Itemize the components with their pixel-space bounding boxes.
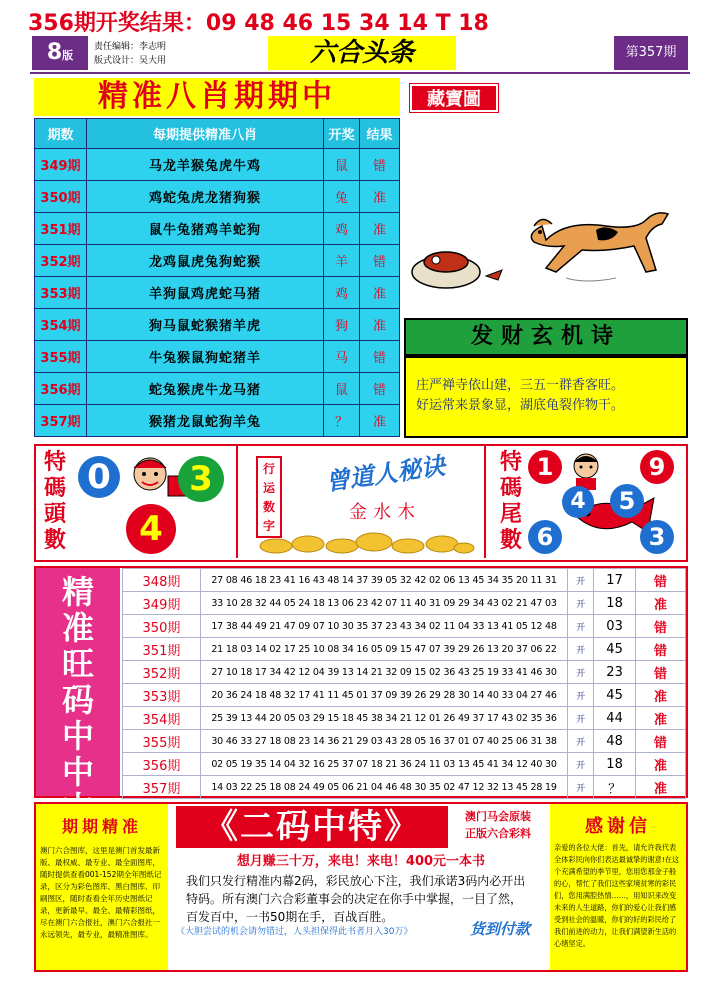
label-char: 數 (43, 528, 66, 553)
draw-cell: 兔 (324, 181, 360, 213)
five-elements: 金水木 (349, 502, 421, 523)
numbers-cell: 17 38 44 49 21 47 09 07 10 30 35 37 23 43 34 02 11 04 33 13 41 05 12 48 (200, 615, 567, 638)
macau-side-text (450, 808, 546, 842)
result-cell: 准 (360, 405, 400, 437)
table-row (123, 615, 686, 638)
result-cell: 准 (636, 707, 686, 730)
label-char: 特 (499, 450, 522, 475)
result-cell: 错 (636, 730, 686, 753)
table-row (35, 149, 400, 181)
result-cell: 错 (636, 661, 686, 684)
table-row (35, 309, 400, 341)
zodiac-cell: 龙鸡鼠虎兔狗蛇猴 (87, 245, 324, 277)
side-line-1: 澳门马会原装 (465, 810, 531, 823)
top-result-banner: 356期开奖结果：09 48 46 15 34 14 T 18 (28, 11, 489, 36)
gold-ingots-illustration (256, 530, 476, 554)
zodiac-cell: 牛兔猴鼠狗蛇猪羊 (87, 341, 324, 373)
table-header-row (35, 119, 400, 149)
thank-you-title: 感谢信 (585, 816, 651, 837)
result-cell: 错 (360, 149, 400, 181)
zodiac-cell: 猴猪龙鼠蛇狗羊兔 (87, 405, 324, 437)
eight-zodiac-table (34, 118, 400, 437)
label-char: 頭 (43, 502, 66, 527)
draw-value-cell: 45 (594, 638, 636, 661)
cash-on-delivery: 货到付款 (470, 920, 531, 938)
open-label-cell: 开 (568, 592, 594, 615)
designer-line: 版式设计：吴大用 (94, 56, 167, 66)
draw-value-cell: 48 (594, 730, 636, 753)
thank-you-box (550, 804, 686, 970)
hot-number-title (36, 568, 120, 796)
col-zodiac: 每期提供精准八肖 (87, 119, 324, 149)
issue-cell: 354期 (35, 309, 87, 341)
tail-ball-4: 4 (562, 486, 594, 518)
numbers-cell: 20 36 24 18 48 32 17 41 11 45 01 37 09 39 26 29 28 30 14 40 33 04 27 46 (200, 684, 567, 707)
open-label-cell: 开 (568, 661, 594, 684)
label-char: 数 (262, 500, 275, 514)
draw-value-cell: 18 (594, 592, 636, 615)
result-cell: 准 (636, 753, 686, 776)
table-row (35, 405, 400, 437)
paper-title: 六合头条 (268, 36, 456, 70)
issue-cell: 350期 (123, 615, 201, 638)
issue-cell: 348期 (123, 569, 201, 592)
draw-value-cell: 23 (594, 661, 636, 684)
col-draw: 开奖 (324, 119, 360, 149)
editor-credits (94, 40, 166, 68)
poem-line-2: 好运常来景象显，湖底龟裂作物干。 (416, 398, 625, 413)
draw-value-cell: 03 (594, 615, 636, 638)
draw-cell: 鸡 (324, 277, 360, 309)
open-label-cell: 开 (568, 638, 594, 661)
accurate-box (36, 804, 168, 970)
table-row (123, 661, 686, 684)
tail-ball-6: 6 (528, 520, 562, 554)
ad-footnote: 《大胆尝试的机会请勿错过，人头担保得此书者月入30万》 (176, 927, 413, 937)
side-line-2: 正版六合彩料 (465, 827, 531, 840)
table-row (123, 569, 686, 592)
header-divider (30, 72, 690, 74)
label-char: 特 (43, 450, 66, 475)
issue-cell: 355期 (35, 341, 87, 373)
head-ball-4: 4 (126, 504, 176, 554)
label-char: 字 (262, 519, 275, 533)
poem-line-1: 庄严禅寺依山建，三五一群香客旺。 (416, 378, 625, 393)
table-row (35, 213, 400, 245)
numbers-cell: 21 18 03 14 02 17 25 10 08 34 16 05 09 15 47 07 39 29 26 13 20 37 06 22 (200, 638, 567, 661)
table-row (35, 245, 400, 277)
draw-cell: 鼠 (324, 373, 360, 405)
label-char: 行 (262, 462, 275, 476)
result-cell: 错 (360, 341, 400, 373)
result-cell: 错 (360, 373, 400, 405)
draw-cell: 狗 (324, 309, 360, 341)
tail-ball-5: 5 (610, 484, 644, 518)
label-char: 碼 (43, 476, 66, 501)
draw-value-cell: 17 (594, 569, 636, 592)
poem-title: 发财玄机诗 (404, 318, 688, 356)
ad-body: 我们只发行精准内幕2码，彩民放心下注，我们承诺3码内必开出特码。所有澳门六合彩董事会的决定在你手中掌握，一目了然，百发百中，一书50期在手，百战百胜。 (186, 874, 526, 924)
tail-ball-9: 9 (640, 450, 674, 484)
result-cell: 准 (360, 277, 400, 309)
special-tail-label (496, 450, 526, 554)
label-char: 數 (499, 528, 522, 553)
result-cell: 准 (360, 213, 400, 245)
table-row (123, 776, 686, 799)
table-row (123, 730, 686, 753)
label-char: 运 (262, 481, 275, 495)
table-row (35, 373, 400, 405)
numbers-cell: 33 10 28 32 44 05 24 18 13 06 23 42 07 11 40 31 09 29 34 43 02 21 47 03 (200, 592, 567, 615)
open-label-cell: 开 (568, 730, 594, 753)
thank-you-text: 亲爱的各位大佬：首先，请允许我代表全体彩民向你们表达最诚挚的谢意!在这个充满希望的季节里，您用您那金子般的心，帮忙了我们这些家境贫寒的彩民们，您用满腔热情……，用知识来改变未来的人生道路，你们的爱心让我们感受到社会的温暖，你们的好的彩民给了我们前进的动力，让我们满望新生活的心绪坚定。 (554, 843, 680, 948)
result-cell: 错 (636, 615, 686, 638)
lucky-number-label (256, 456, 282, 538)
table-row (123, 753, 686, 776)
numbers-cell: 14 03 22 25 18 08 24 49 05 06 21 04 46 48 30 35 02 47 12 32 13 45 28 19 (200, 776, 567, 799)
two-code-title: 《二码中特》 (176, 806, 448, 848)
table-row (123, 707, 686, 730)
label-char: 碼 (499, 476, 522, 501)
draw-value-cell: 44 (594, 707, 636, 730)
zodiac-cell: 羊狗鼠鸡虎蛇马猪 (87, 277, 324, 309)
draw-cell: 鸡 (324, 213, 360, 245)
result-cell: 错 (636, 638, 686, 661)
issue-cell: 356期 (123, 753, 201, 776)
table-row (123, 592, 686, 615)
issue-cell: 355期 (123, 730, 201, 753)
result-cell: 错 (636, 569, 686, 592)
editor-line: 责任编辑：李志明 (94, 42, 167, 52)
open-label-cell: 开 (568, 753, 594, 776)
running-dog-illustration (406, 180, 688, 310)
col-result: 结果 (360, 119, 400, 149)
issue-number: 第357期 (614, 36, 688, 70)
issue-cell: 351期 (35, 213, 87, 245)
tail-ball-3: 3 (640, 520, 674, 554)
issue-cell: 352期 (123, 661, 201, 684)
result-cell: 准 (360, 309, 400, 341)
issue-cell: 353期 (123, 684, 201, 707)
table-row (35, 277, 400, 309)
head-ball-0: 0 (78, 456, 120, 498)
accurate-title: 期期精准 (61, 817, 142, 836)
result-cell: 准 (636, 684, 686, 707)
numbers-cell: 25 39 13 44 20 05 03 29 15 18 45 38 34 21 12 01 26 49 37 17 43 02 35 36 (200, 707, 567, 730)
draw-value-cell: ？ (594, 776, 636, 799)
issue-cell: 351期 (123, 638, 201, 661)
table-row (123, 638, 686, 661)
open-label-cell: 开 (568, 776, 594, 799)
open-label-cell: 开 (568, 569, 594, 592)
draw-cell: 鼠 (324, 149, 360, 181)
hot-number-table (122, 568, 686, 799)
title-char: 旺 (61, 645, 94, 683)
issue-cell: 349期 (123, 592, 201, 615)
numbers-cell: 02 05 19 35 14 04 32 16 25 37 07 18 21 36 24 11 03 13 45 41 34 12 40 30 (200, 753, 567, 776)
tail-ball-1: 1 (528, 450, 562, 484)
title-char: 精 (61, 573, 94, 611)
zodiac-cell: 蛇兔猴虎牛龙马猪 (87, 373, 324, 405)
title-char: 准 (61, 609, 94, 647)
child-illustration (566, 450, 606, 490)
special-head-label (40, 450, 70, 554)
issue-cell: 352期 (35, 245, 87, 277)
treasure-map-stamp: 藏寶圖 (410, 84, 498, 112)
table-row (35, 181, 400, 213)
issue-cell: 357期 (35, 405, 87, 437)
table-row (123, 684, 686, 707)
draw-cell: 羊 (324, 245, 360, 277)
zodiac-cell: 鼠牛兔猪鸡羊蛇狗 (87, 213, 324, 245)
open-label-cell: 开 (568, 615, 594, 638)
open-label-cell: 开 (568, 684, 594, 707)
numbers-cell: 30 46 33 27 18 08 23 14 36 21 29 03 43 28 05 16 37 01 07 40 25 06 31 38 (200, 730, 567, 753)
zodiac-cell: 鸡蛇兔虎龙猪狗猴 (87, 181, 324, 213)
page-suffix: 版 (62, 49, 74, 62)
result-cell: 准 (636, 776, 686, 799)
result-cell: 错 (360, 245, 400, 277)
issue-cell: 349期 (35, 149, 87, 181)
zengdao-title: 曾道人秘诀 (323, 451, 447, 497)
page-number (32, 36, 88, 70)
result-cell: 准 (636, 592, 686, 615)
section-title-eight-zodiac: 精准八肖期期中 (34, 78, 400, 116)
title-char: 码 (61, 681, 94, 719)
accurate-text: 澳门六合图库，这里是澳门首发最新版、最权威、最专业、最全面图库，随时提供查看001-152期全年图纸记录，区分为彩色图库、黑白图库、印刷图区，随时查看全年历史图纸记录，更新最早、最全、最精彩图纸，尽在澳门六合报社，澳门六合报社一永远领先，最专业，最精准图库。 (40, 846, 162, 939)
table-row (35, 341, 400, 373)
draw-value-cell: 45 (594, 684, 636, 707)
issue-cell: 357期 (123, 776, 201, 799)
page-number-value: 8 (46, 40, 63, 65)
zodiac-cell: 狗马鼠蛇猴猪羊虎 (87, 309, 324, 341)
issue-cell: 350期 (35, 181, 87, 213)
ad-slogan: 想月赚三十万，来电！来电！400元一本书 (236, 854, 486, 869)
draw-cell: 马 (324, 341, 360, 373)
col-issue: 期数 (35, 119, 87, 149)
numbers-cell: 27 10 18 17 34 42 12 04 39 13 14 21 32 09 15 02 36 43 25 19 33 41 46 30 (200, 661, 567, 684)
draw-value-cell: 18 (594, 753, 636, 776)
poem-box (404, 356, 688, 438)
draw-cell: ？ (324, 405, 360, 437)
label-char: 尾 (499, 502, 522, 527)
title-char: 中 (61, 717, 94, 755)
issue-cell: 353期 (35, 277, 87, 309)
title-char: 中 (61, 753, 94, 791)
head-ball-3: 3 (178, 456, 224, 502)
numbers-cell: 27 08 46 18 23 41 16 43 48 14 37 39 05 32 42 02 06 13 45 34 35 20 11 31 (200, 569, 567, 592)
open-label-cell: 开 (568, 707, 594, 730)
result-cell: 准 (360, 181, 400, 213)
issue-cell: 356期 (35, 373, 87, 405)
issue-cell: 354期 (123, 707, 201, 730)
zodiac-cell: 马龙羊猴兔虎牛鸡 (87, 149, 324, 181)
